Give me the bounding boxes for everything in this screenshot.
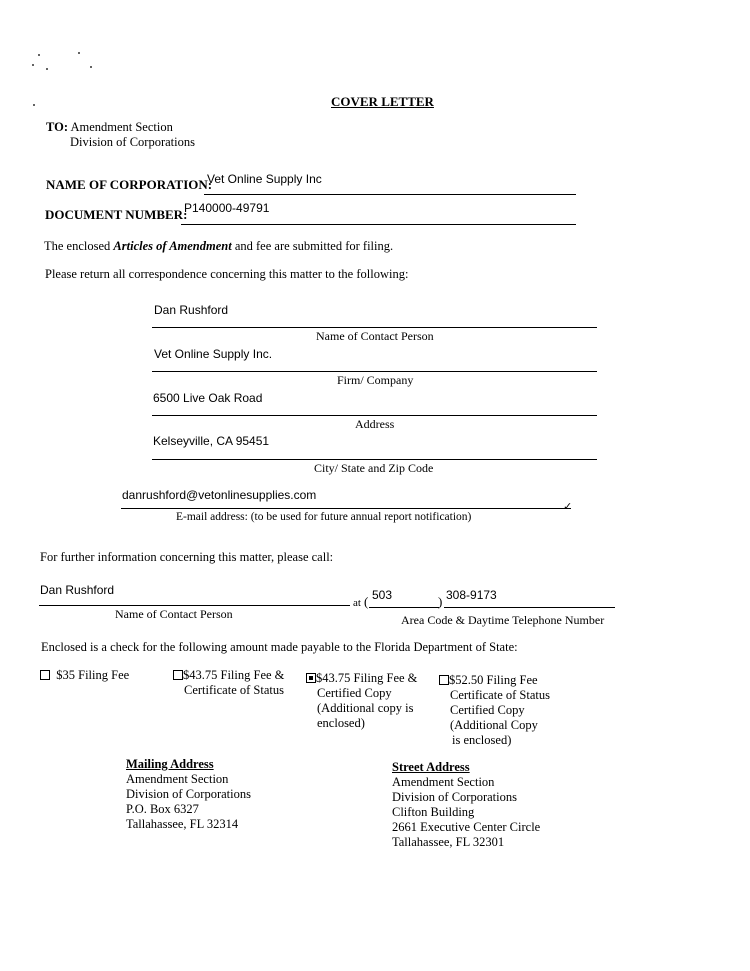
scan-speck <box>38 54 40 56</box>
fee-option-line: $43.75 Filing Fee & <box>316 671 418 685</box>
fee-option-line: $52.50 Filing Fee <box>449 673 538 687</box>
fee-option-line: $35 Filing Fee <box>56 668 130 682</box>
phone-number-caption: Area Code & Daytime Telephone Number <box>401 613 605 627</box>
mailing-address-line: P.O. Box 6327 <box>126 802 199 816</box>
street-address-line: Division of Corporations <box>392 790 517 804</box>
enclosed-suffix: and fee are submitted for filing. <box>231 239 394 253</box>
to-line-2: Division of Corporations <box>70 135 195 149</box>
enclosed-prefix: The enclosed <box>44 239 114 253</box>
fee-option-line: Certified Copy <box>450 703 525 717</box>
fee-option-line: $43.75 Filing Fee & <box>183 668 285 682</box>
street-address <box>392 760 540 850</box>
to-block <box>46 120 173 135</box>
email-value: danrushford@vetonlinesupplies.com <box>122 488 317 502</box>
checked-checkbox-icon[interactable] <box>306 673 316 683</box>
phone-contact-caption: Name of Contact Person <box>115 607 233 621</box>
checkbox-icon[interactable] <box>439 675 449 685</box>
area-code-underline <box>369 607 439 608</box>
fee-option-line: enclosed) <box>317 716 365 730</box>
phone-number-value: 308-9173 <box>446 588 497 602</box>
scan-speck <box>90 66 92 68</box>
street-address-line: Tallahassee, FL 32301 <box>392 835 505 849</box>
checkbox-icon[interactable] <box>40 670 50 680</box>
firm-value: Vet Online Supply Inc. <box>154 347 273 361</box>
fee-option-line: Certified Copy <box>317 686 392 700</box>
further-info-text: For further information concerning this matter, please call: <box>40 550 334 564</box>
corporation-underline <box>204 194 576 195</box>
street-address-line: Amendment Section <box>392 775 495 789</box>
corporation-value: Vet Online Supply Inc <box>207 172 322 186</box>
contact-name-underline <box>152 327 597 328</box>
fee-option-line: Certificate of Status <box>450 688 550 702</box>
mailing-address-line: Amendment Section <box>126 772 229 786</box>
city-caption: City/ State and Zip Code <box>314 461 434 475</box>
mailing-address-heading: Mailing Address <box>126 757 214 771</box>
fee-option-line: is enclosed) <box>452 733 512 747</box>
fee-option-35[interactable] <box>40 668 129 683</box>
to-line-1: Amendment Section <box>70 120 173 134</box>
street-address-line: Clifton Building <box>392 805 475 819</box>
city-underline <box>152 459 597 460</box>
fee-option-43-75-status[interactable] <box>173 668 284 698</box>
address-underline <box>152 415 597 416</box>
document-number-label: DOCUMENT NUMBER: <box>45 207 188 222</box>
checkbox-icon[interactable] <box>173 670 183 680</box>
at-label: at <box>353 597 361 609</box>
scan-speck <box>32 64 34 66</box>
fee-option-line: Certificate of Status <box>184 683 284 697</box>
email-caption: E-mail address: (to be used for future annual report notification) <box>176 511 472 523</box>
fee-option-line: (Additional Copy <box>450 718 538 732</box>
phone-contact-underline <box>39 605 350 606</box>
email-underline <box>121 508 571 509</box>
enclosed-emphasis: Articles of Amendment <box>113 239 232 253</box>
return-instruction: Please return all correspondence concerning this matter to the following: <box>45 267 409 281</box>
phone-number-underline <box>444 607 615 608</box>
page-title: COVER LETTER <box>331 94 434 109</box>
mailing-address-line: Tallahassee, FL 32314 <box>126 817 239 831</box>
area-code-close-paren: ) <box>438 594 443 609</box>
mailing-address-line: Division of Corporations <box>126 787 251 801</box>
street-address-line: 2661 Executive Center Circle <box>392 820 541 834</box>
fee-option-43-75-certified[interactable] <box>306 671 417 731</box>
to-label: TO: <box>46 120 68 134</box>
firm-caption: Firm/ Company <box>337 373 414 387</box>
phone-contact-name: Dan Rushford <box>40 583 115 597</box>
scan-speck <box>33 104 35 106</box>
checkmark-icon: ✓ <box>563 501 573 513</box>
check-statement: Enclosed is a check for the following amount made payable to the Florida Department of State: <box>41 640 518 654</box>
mailing-address <box>126 757 251 832</box>
street-address-heading: Street Address <box>392 760 470 774</box>
area-code-value: 503 <box>372 588 393 602</box>
area-code-open-paren: ( <box>364 594 369 609</box>
document-number-value: P140000-49791 <box>184 201 270 215</box>
address-caption: Address <box>355 417 395 431</box>
city-value: Kelseyville, CA 95451 <box>153 434 270 448</box>
scan-speck <box>78 52 80 54</box>
corporation-label: NAME OF CORPORATION: <box>46 177 213 192</box>
scan-speck <box>46 68 48 70</box>
firm-underline <box>152 371 597 372</box>
contact-name-value: Dan Rushford <box>154 303 229 317</box>
contact-name-caption: Name of Contact Person <box>316 329 434 343</box>
document-number-underline <box>181 224 576 225</box>
fee-option-line: (Additional copy is <box>317 701 414 715</box>
address-value: 6500 Live Oak Road <box>153 391 263 405</box>
fee-option-52-50[interactable] <box>439 673 550 748</box>
enclosed-statement <box>44 239 393 254</box>
